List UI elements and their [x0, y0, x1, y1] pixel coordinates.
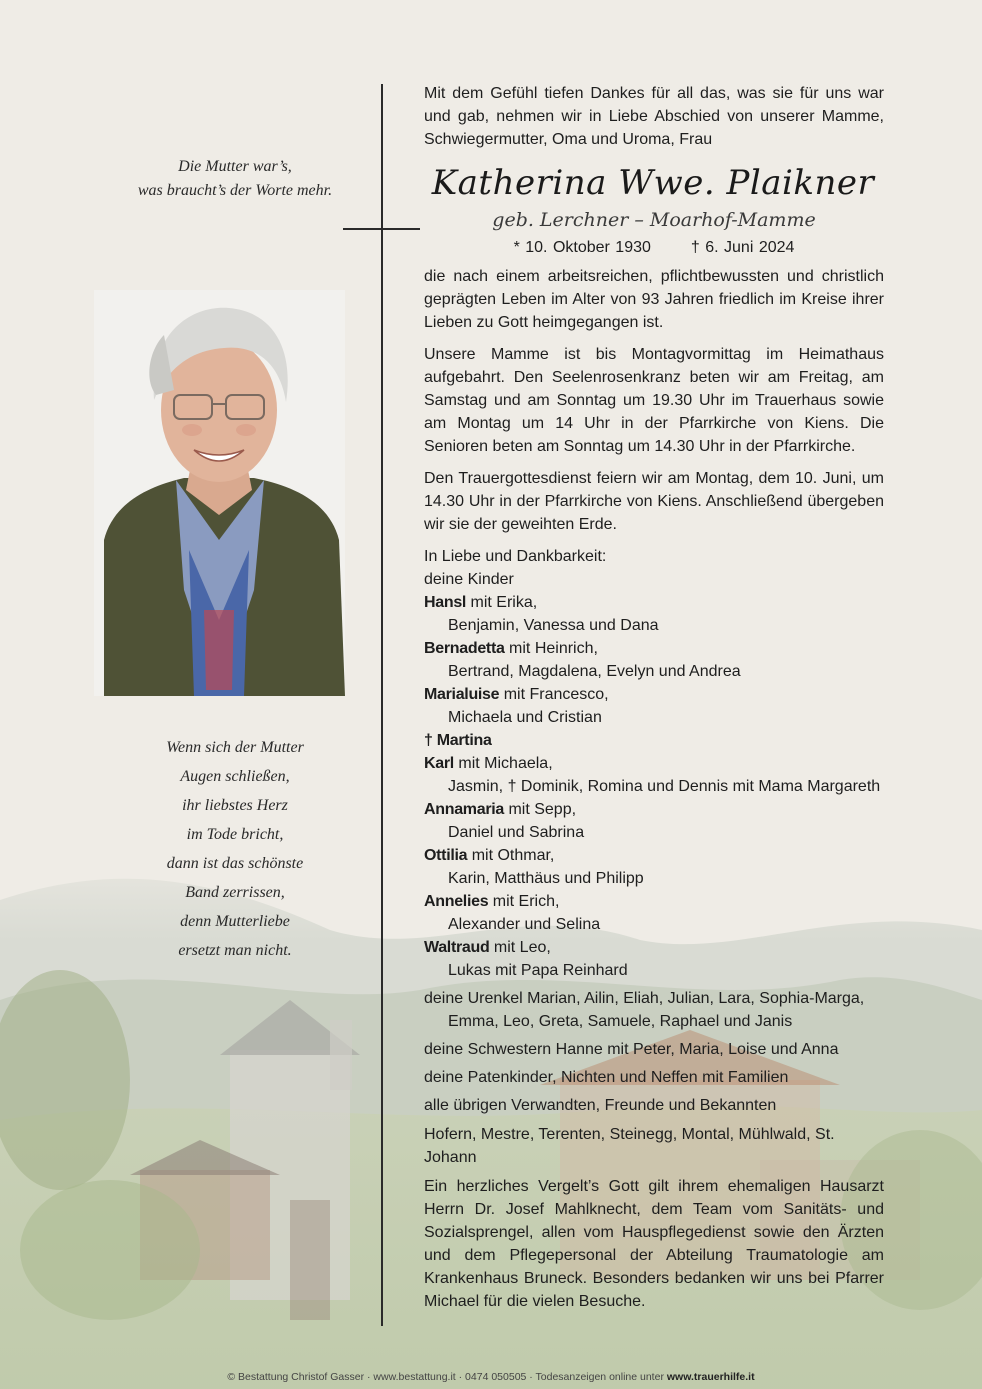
family-entry — [424, 890, 884, 936]
family-entry — [424, 752, 884, 798]
footer — [0, 1371, 982, 1383]
child-name: Marialuise — [424, 686, 500, 703]
quote-top — [90, 155, 380, 203]
grandchildren: Jasmin, † Dominik, Romina und Dennis mit Mama Margareth — [448, 778, 881, 795]
grandchildren: Karin, Matthäus und Philipp — [448, 870, 644, 887]
portrait-photo — [94, 290, 345, 696]
sisters: deine Schwestern Hanne mit Peter, Maria, Loise und Anna — [424, 1041, 839, 1058]
great-grandchildren-cont: Emma, Leo, Greta, Samuele, Raphael und Janis — [448, 1013, 793, 1030]
grandchildren: Bertrand, Magdalena, Evelyn und Andrea — [448, 663, 741, 680]
relatives: alle übrigen Verwandten, Freunde und Bekannten — [424, 1097, 777, 1114]
grandchildren: Michaela und Cristian — [448, 709, 602, 726]
godchildren: deine Patenkinder, Nichten und Neffen mit Familien — [424, 1069, 789, 1086]
birth-date: * 10. Oktober 1930 — [513, 239, 651, 256]
places: Hofern, Mestre, Terenten, Steinegg, Montal, Mühlwald, St. Johann — [424, 1126, 835, 1166]
family-entry — [424, 844, 884, 890]
rosary-paragraph: Unsere Mamme ist bis Montagvormittag im Heimathaus aufgebahrt. Den Seelenrosenkranz beten wir am Freitag, am Samstag und am Sonntag um 19.30 Uhr im Trauerhaus sowie am Montag um 14 Uhr in der Pfarrkirche von Kiens. Die Senioren beten am Sonntag um 14.30 Uhr in der Pfarrkirche. — [424, 346, 884, 455]
family-entry — [424, 637, 884, 683]
quote-line: ersetzt man nicht. — [178, 942, 292, 959]
quote-line: Wenn sich der Mutter — [166, 739, 304, 756]
child-partner: mit Michaela, — [453, 755, 553, 772]
family-entry — [424, 591, 884, 637]
grandchildren: Benjamin, Vanessa und Dana — [448, 617, 659, 634]
signed-by: In Liebe und Dankbarkeit: — [424, 548, 607, 565]
child-partner: mit Erich, — [488, 893, 560, 910]
child-partner: mit Leo, — [489, 939, 551, 956]
grandchildren: Lukas mit Papa Reinhard — [448, 962, 628, 979]
child-name: Bernadetta — [424, 640, 505, 657]
deceased-name: Katherina Wwe. Plaikner — [431, 163, 875, 203]
thanks-paragraph: Ein herzliches Vergelt’s Gott gilt ihrem ehemaligen Hausarzt Herrn Dr. Josef Mahlknecht, dem Team vom Sanitäts- und Sozialsprengel, allen vom Hauspflegedienst sowie den Ärzten und dem Pflegepersonal der Abteilung Traumatologie am Krankenhaus Bruneck. Besonders bedanken wir uns bei Pfarrer Michael für die vielen Besuche. — [424, 1178, 884, 1310]
child-name: Waltraud — [424, 939, 490, 956]
cross-horizontal-line — [343, 228, 420, 230]
cross-vertical-line — [381, 84, 383, 1326]
family-list — [424, 591, 884, 982]
quote-line: im Tode bricht, — [186, 826, 284, 843]
children-label: deine Kinder — [424, 571, 514, 588]
quote-line: Die Mutter war’s, — [178, 158, 292, 175]
child-name: Ottilia — [424, 847, 468, 864]
child-name: Annelies — [424, 893, 489, 910]
intro-paragraph: Mit dem Gefühl tiefen Dankes für all das, was sie für uns war und gab, nehmen wir in Liebe Abschied von unserer Mamme, Schwiegermutter, Oma und Uroma, Frau — [424, 85, 884, 148]
family-entry — [424, 936, 884, 982]
great-grandchildren: deine Urenkel Marian, Ailin, Eliah, Julian, Lara, Sophia-Marga, — [424, 990, 865, 1007]
quote-line: dann ist das schönste — [166, 855, 304, 872]
child-name: † Martina — [424, 732, 492, 749]
life-paragraph: die nach einem arbeitsreichen, pflichtbewussten und christlich geprägten Leben im Alter von 93 Jahren friedlich im Kreise ihrer Lieben zu Gott heimgegangen ist. — [424, 268, 884, 331]
family-entry — [424, 729, 884, 752]
child-name: Karl — [424, 755, 454, 772]
child-name: Annamaria — [424, 801, 504, 818]
funeral-paragraph: Den Trauergottesdienst feiern wir am Montag, dem 10. Juni, um 14.30 Uhr in der Pfarrkirche von Kiens. Anschließend übergeben wir sie der geweihten Erde. — [424, 470, 884, 533]
child-partner: mit Othmar, — [467, 847, 555, 864]
family-entry — [424, 683, 884, 729]
child-partner: mit Erika, — [466, 594, 538, 611]
life-dates — [424, 236, 884, 259]
child-name: Hansl — [424, 594, 467, 611]
quote-line: was braucht’s der Worte mehr. — [137, 182, 333, 199]
quote-line: Band zerrissen, — [185, 884, 285, 901]
quote-line: Augen schließen, — [180, 768, 290, 785]
maiden-name: geb. Lerchner – Moarhof-Mamme — [492, 209, 816, 231]
quote-line: denn Mutterliebe — [180, 913, 290, 930]
grandchildren: Daniel und Sabrina — [448, 824, 585, 841]
child-partner: mit Sepp, — [504, 801, 577, 818]
footer-link[interactable]: www.trauerhilfe.it — [666, 1371, 755, 1383]
footer-text: © Bestattung Christof Gasser · www.bestattung.it · 0474 050505 · Todesanzeigen online unter — [227, 1371, 664, 1383]
family-entry — [424, 798, 884, 844]
child-partner: mit Heinrich, — [504, 640, 598, 657]
quote-line: ihr liebstes Herz — [182, 797, 288, 814]
announcement-text — [424, 82, 884, 1322]
death-date: † 6. Juni 2024 — [690, 239, 795, 256]
grandchildren: Alexander und Selina — [448, 916, 601, 933]
child-partner: mit Francesco, — [499, 686, 609, 703]
quote-bottom — [90, 733, 380, 965]
portrait-illustration — [94, 290, 345, 696]
